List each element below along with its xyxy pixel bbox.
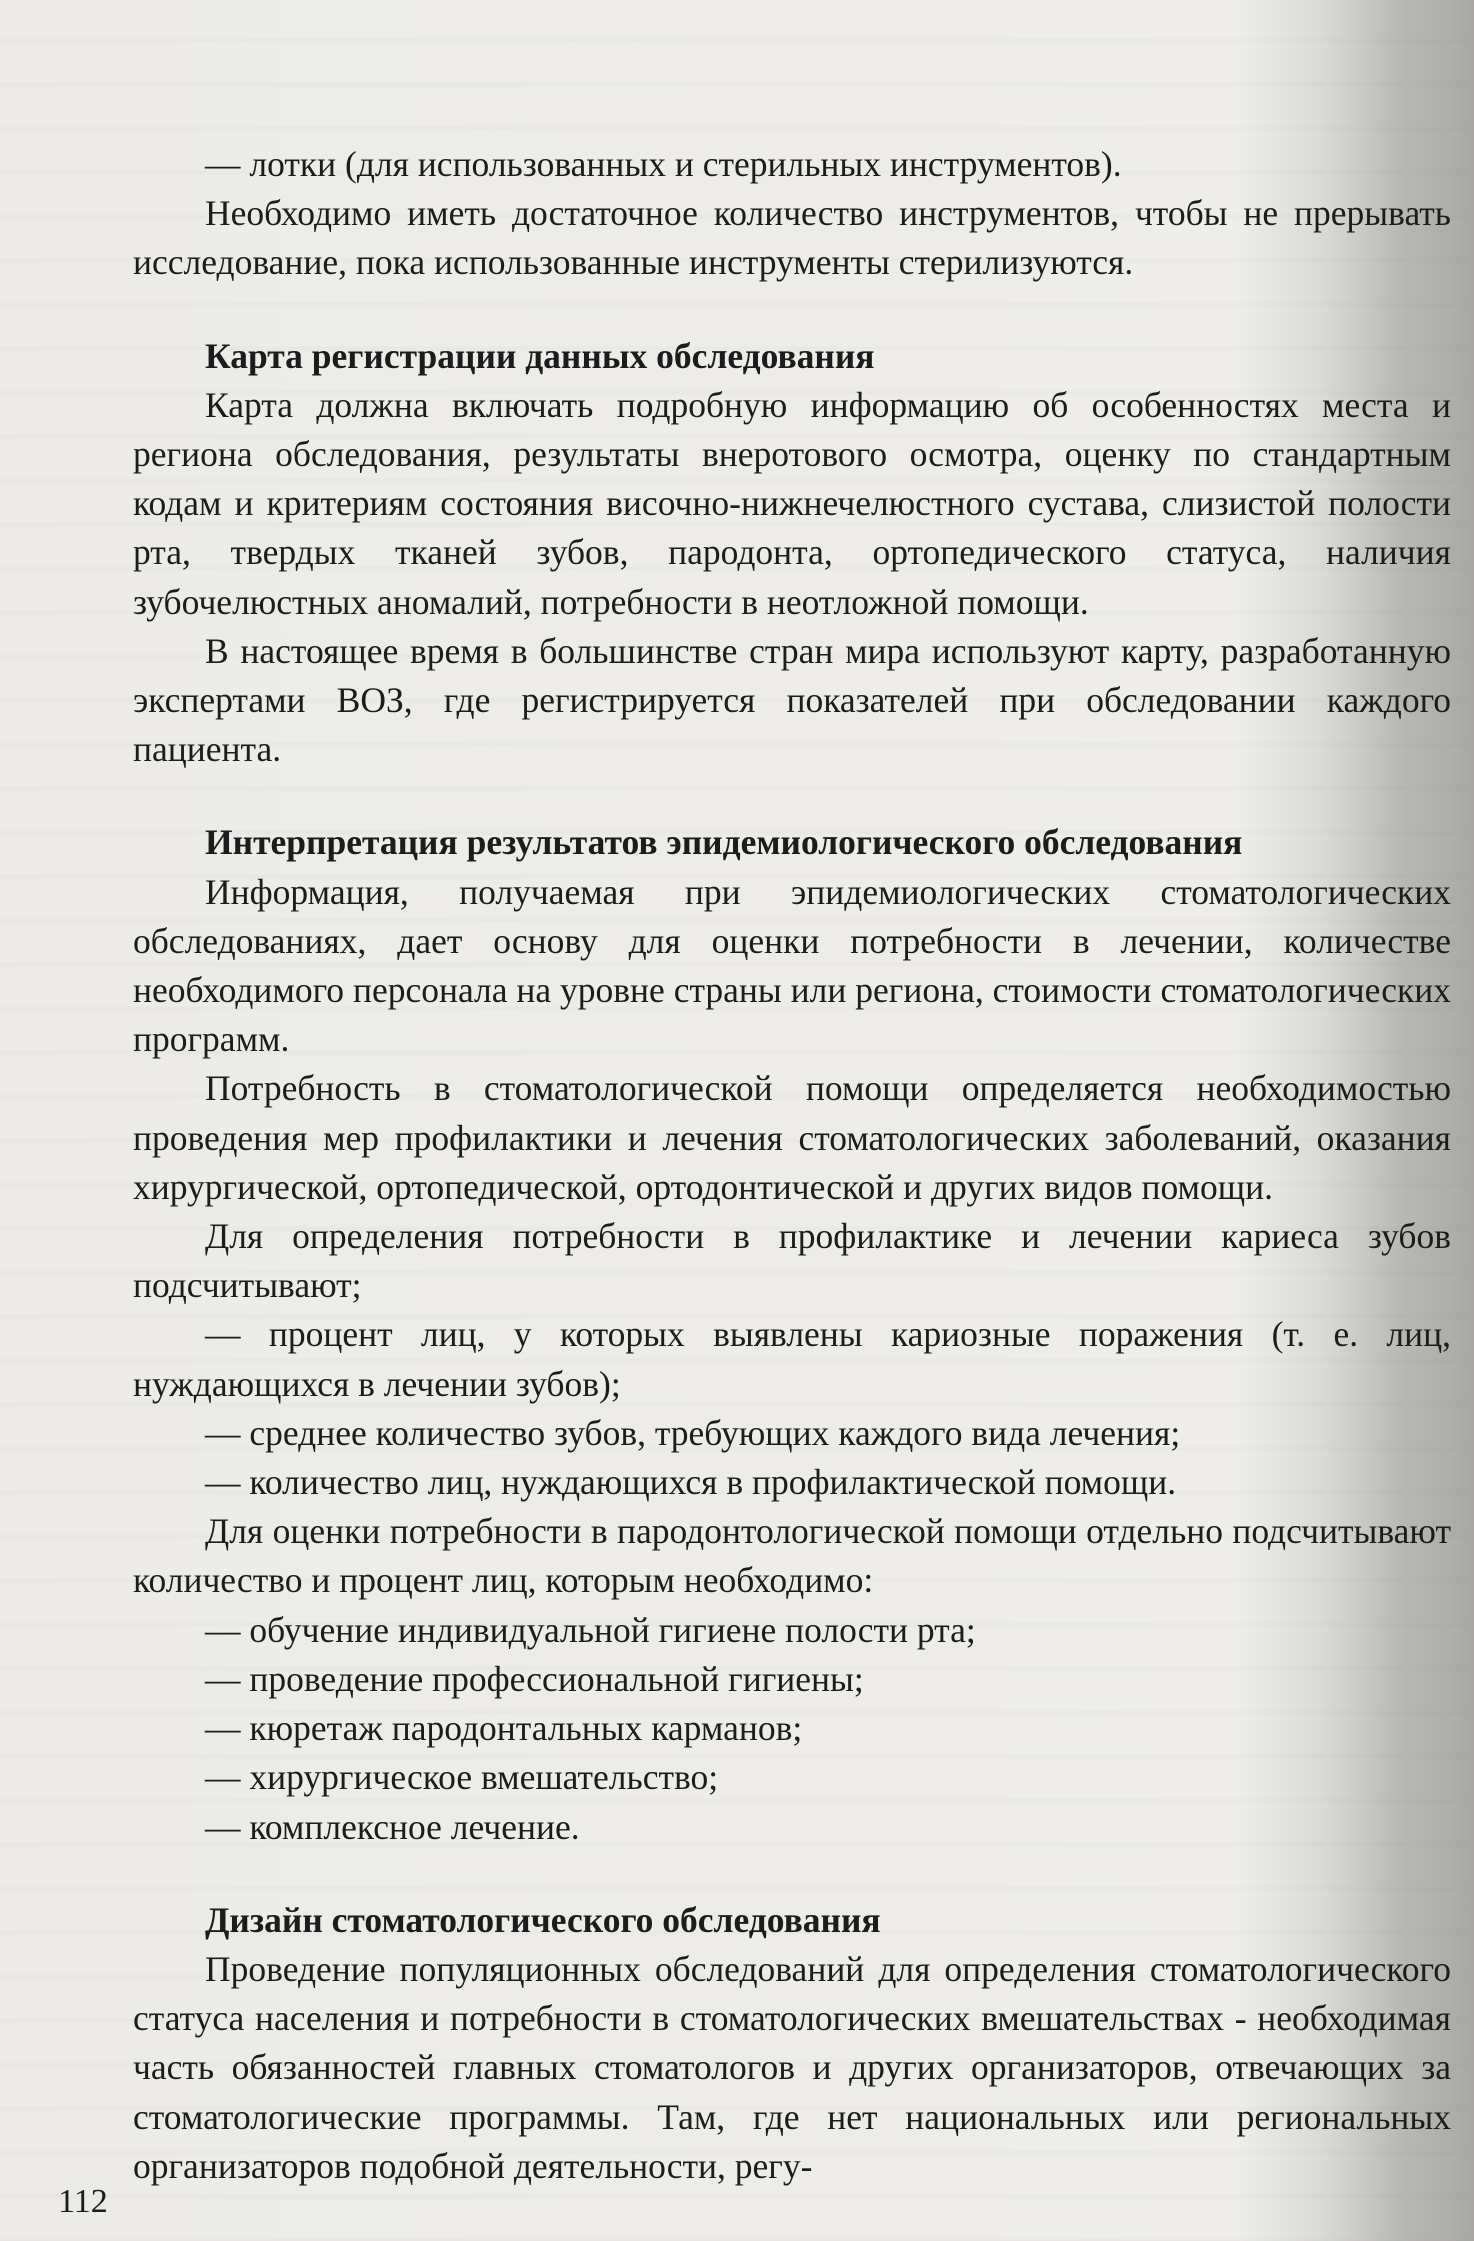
paragraph: Для определения потребности в профилактике и лечении кариеса зубов подсчитывают; <box>133 1216 1451 1306</box>
list-item: — обучение индивидуальной гигиене полости рта; <box>205 1609 976 1650</box>
paragraph: Потребность в стоматологической помощи определяется необходимостью проведения мер профилактики и лечения стоматологических заболеваний, оказания хирургической, ортопедической, ортодонтической и других видов помощи. <box>133 1068 1451 1207</box>
page-text <box>133 140 1451 2191</box>
list-item: — кюретаж пародонтальных карманов; <box>205 1708 803 1749</box>
list-item: — процент лиц, у которых выявлены кариозные поражения (т. е. лиц, нуждающихся в лечении зубов); <box>133 1314 1451 1404</box>
paragraph: Для оценки потребности в пародонтологической помощи отдельно подсчитывают количество и процент лиц, которым необходимо: <box>133 1511 1451 1601</box>
section-heading: Карта регистрации данных обследования <box>205 335 875 376</box>
list-item: — комплексное лечение. <box>205 1806 580 1847</box>
paragraph: Информация, получаемая при эпидемиологических стоматологических обследованиях, дает основу для оценки потребности в лечении, количестве необходимого персонала на уровне страны или региона, стоимости стоматологических программ. <box>133 871 1451 1060</box>
paragraph: В настоящее время в большинстве стран мира используют карту, разработанную экспертами ВОЗ, где регистрируется показателей при обследовании каждого пациента. <box>133 630 1451 770</box>
section-heading: Интерпретация результатов эпидемиологического обследования <box>205 822 1243 863</box>
paragraph: Необходимо иметь достаточное количество инструментов, чтобы не прерывать исследование, пока использованные инструменты стерилизуются. <box>133 193 1451 283</box>
page-number: 112 <box>58 2183 108 2220</box>
list-item: — проведение профессиональной гигиены; <box>205 1658 864 1699</box>
section-heading: Дизайн стоматологического обследования <box>205 1899 881 1940</box>
paragraph: Карта должна включать подробную информацию об особенностях места и региона обследования, результаты внеротового осмотра, оценку по стандартным кодам и критериям состояния височно-нижнечелюстного сустава, слизистой полости рта, твердых тканей зубов, пародонта, ортопедического статуса, наличия зубочелюстных аномалий, потребности в неотложной помощи. <box>133 384 1451 622</box>
paragraph: Проведение популяционных обследований для определения стоматологического статуса населения и потребности в стоматологических вмешательствах - необходимая часть обязанностей главных стоматологов и других организаторов, отвечающих за стоматологические программы. Там, где нет национальных или региональных организаторов подобной деятельности, регу- <box>133 1948 1451 2186</box>
list-item: — хирургическое вмешательство; <box>205 1757 719 1798</box>
list-item: — лотки (для использованных и стерильных инструментов). <box>205 144 1122 184</box>
list-item: — среднее количество зубов, требующих каждого вида лечения; <box>205 1412 1181 1453</box>
list-item: — количество лиц, нуждающихся в профилактической помощи. <box>205 1462 1177 1503</box>
